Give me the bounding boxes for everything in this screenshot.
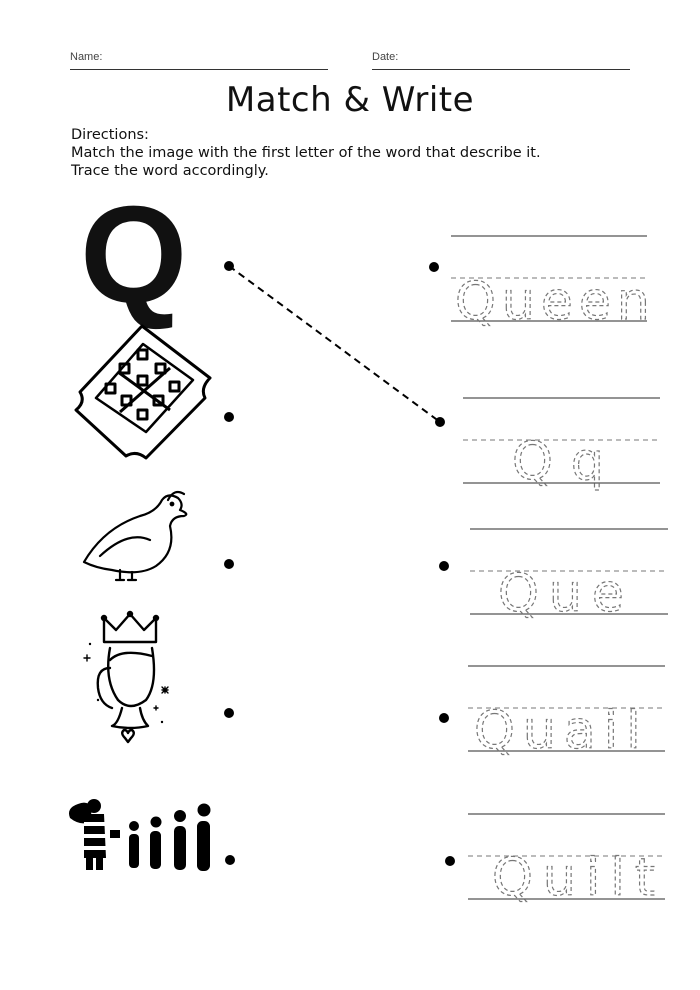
quail-icon (84, 492, 186, 580)
directions-line-1: Match the image with the first letter of the word that describe it. (71, 145, 541, 161)
q-letter-icon: Q (80, 178, 188, 332)
right-dot-5[interactable] (445, 856, 455, 866)
page-title: Match & Write (225, 80, 475, 120)
trace-word-que[interactable]: Que (498, 564, 634, 624)
trace-word-quilt[interactable]: Quilt (492, 848, 666, 908)
trace-word-quail[interactable]: Quail (474, 701, 649, 761)
left-dot-2[interactable] (224, 412, 234, 422)
queue-icon (69, 799, 211, 871)
left-dot-3[interactable] (224, 559, 234, 569)
trace-word-qq[interactable]: Qq (512, 432, 622, 492)
directions-heading: Directions: (71, 127, 149, 143)
left-dot-4[interactable] (224, 708, 234, 718)
quilt-icon (76, 326, 210, 458)
right-dot-4[interactable] (439, 713, 449, 723)
directions-line-2: Trace the word accordingly. (71, 163, 269, 179)
left-dot-5[interactable] (225, 855, 235, 865)
example-match-line (229, 266, 440, 422)
queen-icon (84, 612, 168, 742)
name-label: Name: (70, 51, 103, 63)
date-label: Date: (372, 51, 399, 63)
right-dot-1[interactable] (429, 262, 439, 272)
right-dot-3[interactable] (439, 561, 449, 571)
trace-word-queen[interactable]: Queen (455, 272, 656, 332)
